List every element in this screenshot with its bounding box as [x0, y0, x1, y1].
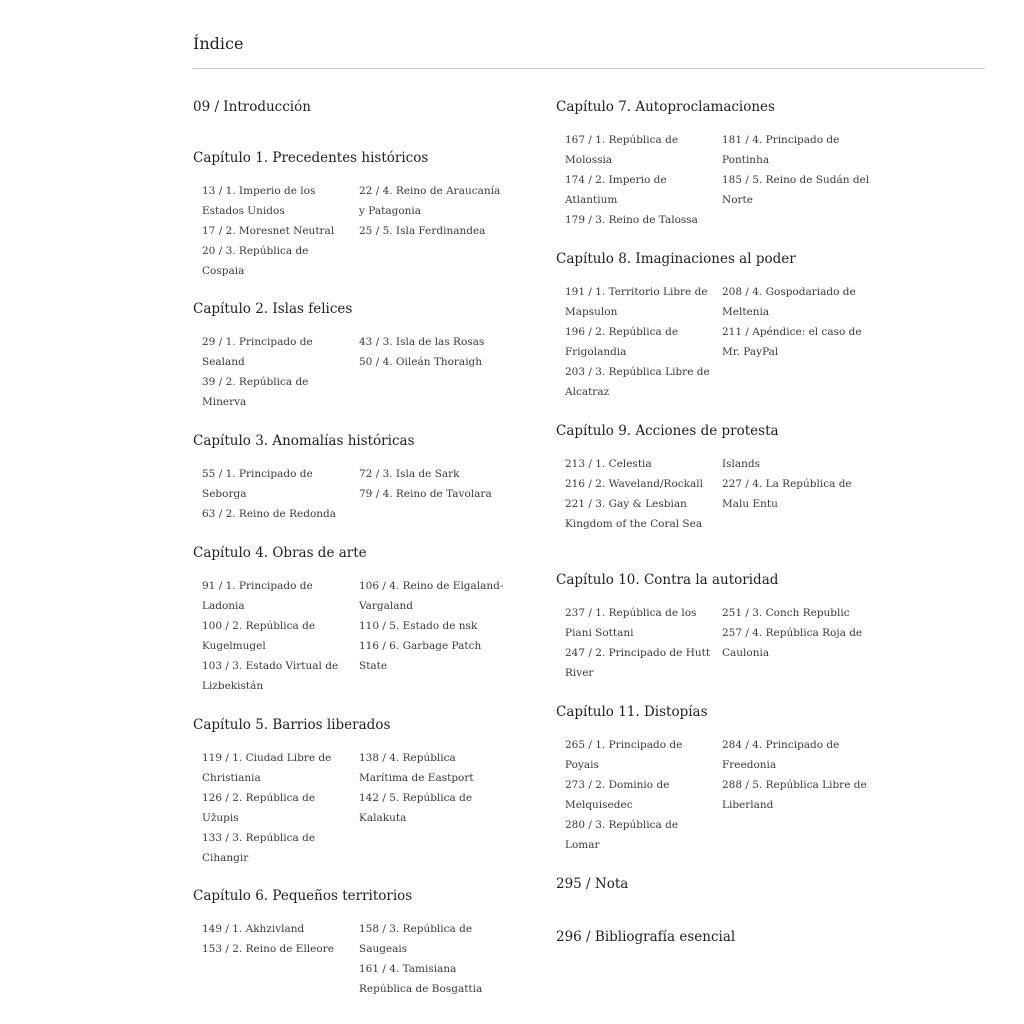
toc-entry[interactable]: 265 / 1. Principado de Poyais: [565, 739, 683, 771]
toc-entry[interactable]: 149 / 1. Akhzivland: [202, 923, 305, 935]
toc-entry[interactable]: 181 / 4. Principado de Pontinha: [722, 134, 840, 166]
section-entries: [565, 130, 886, 230]
toc-entry[interactable]: 273 / 2. Dominio de Melquisedec: [565, 779, 670, 811]
section-heading[interactable]: Capítulo 6. Pequeños territorios: [193, 888, 413, 904]
section-entries: [202, 181, 523, 281]
section-heading[interactable]: Capítulo 7. Autoproclamaciones: [556, 99, 775, 115]
entries-column: [565, 735, 722, 855]
toc-entry[interactable]: 216 / 2. Waveland/Rockall: [565, 478, 703, 490]
toc-entry[interactable]: 280 / 3. República de Lomar: [565, 819, 679, 851]
section-entries: [202, 919, 523, 999]
toc-entry[interactable]: 211 / Apéndice: el caso de Mr. PayPal: [722, 326, 862, 358]
toc-section: [193, 544, 523, 696]
entries-column: [565, 603, 722, 683]
page-title: Índice: [193, 34, 244, 53]
section-heading[interactable]: Capítulo 1. Precedentes históricos: [193, 150, 429, 166]
toc-entry[interactable]: 25 / 5. Isla Ferdinandea: [359, 225, 486, 237]
section-heading[interactable]: 296 / Bibliografía esencial: [556, 929, 736, 945]
toc-entry[interactable]: 116 / 6. Garbage Patch State: [359, 640, 482, 672]
toc-entry[interactable]: 126 / 2. República de Užupis: [202, 792, 316, 824]
toc-entry[interactable]: 284 / 4. Principado de Freedonia: [722, 739, 840, 771]
entries-column: [565, 282, 722, 402]
header-divider: [193, 68, 985, 69]
toc-entry[interactable]: 158 / 3. República de Saugeais: [359, 923, 473, 955]
toc-section: [193, 98, 523, 116]
toc-section: [193, 432, 523, 524]
toc-entry[interactable]: Islands: [722, 458, 761, 470]
section-entries: [565, 454, 886, 534]
section-heading[interactable]: Capítulo 5. Barrios liberados: [193, 717, 391, 733]
toc-section: [193, 300, 523, 412]
toc-entry[interactable]: 247 / 2. Principado de Hutt River: [565, 647, 711, 679]
toc-entry[interactable]: 91 / 1. Principado de Ladonia: [202, 580, 313, 612]
toc-entry[interactable]: 288 / 5. República Libre de Liberland: [722, 779, 867, 811]
toc-entry[interactable]: 227 / 4. La República de Malu Entu: [722, 478, 852, 510]
toc-entry[interactable]: 79 / 4. Reino de Tavolara: [359, 488, 492, 500]
toc-entry[interactable]: 55 / 1. Principado de Seborga: [202, 468, 313, 500]
entries-column: [722, 130, 879, 230]
entries-column: [565, 130, 722, 230]
toc-entry[interactable]: 100 / 2. República de Kugelmugel: [202, 620, 316, 652]
toc-entry[interactable]: 191 / 1. Territorio Libre de Mapsulon: [565, 286, 708, 318]
section-heading[interactable]: Capítulo 8. Imaginaciones al poder: [556, 251, 796, 267]
toc-entry[interactable]: 72 / 3. Isla de Sark: [359, 468, 460, 480]
toc-entry[interactable]: 50 / 4. Oileán Thoraigh: [359, 356, 483, 368]
section-entries: [565, 603, 886, 683]
toc-entry[interactable]: 142 / 5. República de Kalakuta: [359, 792, 473, 824]
entries-column: [202, 576, 359, 696]
toc-section: [193, 887, 523, 999]
toc-entry[interactable]: 106 / 4. Reino de Elgaland- Vargaland: [359, 580, 504, 612]
toc-entry[interactable]: 22 / 4. Reino de Araucanía y Patagonia: [359, 185, 501, 217]
section-entries: [202, 332, 523, 412]
entries-column: [722, 282, 879, 402]
section-entries: [202, 748, 523, 868]
toc-entry[interactable]: 208 / 4. Gospodariado de Meltenia: [722, 286, 856, 318]
section-entries: [565, 282, 886, 402]
toc-section: [556, 571, 886, 683]
toc-entry[interactable]: 43 / 3. Isla de las Rosas: [359, 336, 485, 348]
section-heading[interactable]: 09 / Introducción: [193, 99, 311, 115]
toc-entry[interactable]: 138 / 4. República Marítima de Eastport: [359, 752, 474, 784]
toc-section: [556, 422, 886, 534]
entries-column: [359, 919, 516, 999]
toc-entry[interactable]: 133 / 3. República de Cihangir: [202, 832, 316, 864]
toc-section: [193, 149, 523, 281]
entries-column: [359, 748, 516, 868]
entries-column: [722, 735, 879, 855]
toc-entry[interactable]: 161 / 4. Tamisiana República de Bosgattia: [359, 963, 483, 995]
section-entries: [202, 576, 523, 696]
toc-entry[interactable]: 213 / 1. Celestia: [565, 458, 652, 470]
toc-entry[interactable]: 174 / 2. Imperio de Atlantium: [565, 174, 667, 206]
toc-entry[interactable]: 103 / 3. Estado Virtual de Lizbekistán: [202, 660, 339, 692]
section-heading[interactable]: Capítulo 10. Contra la autoridad: [556, 572, 779, 588]
entries-column: [359, 181, 516, 281]
entries-column: [722, 603, 879, 683]
entries-column: [722, 454, 879, 534]
section-heading[interactable]: Capítulo 9. Acciones de protesta: [556, 423, 779, 439]
toc-section: [556, 875, 886, 893]
toc-section: [556, 250, 886, 402]
entries-column: [359, 464, 516, 524]
section-heading[interactable]: Capítulo 4. Obras de arte: [193, 545, 367, 561]
toc-section: [556, 703, 886, 855]
section-heading[interactable]: Capítulo 3. Anomalías históricas: [193, 433, 415, 449]
section-entries: [565, 735, 886, 855]
section-heading[interactable]: Capítulo 11. Distopías: [556, 704, 708, 720]
entries-column: [202, 748, 359, 868]
toc-entry[interactable]: 17 / 2. Moresnet Neutral: [202, 225, 335, 237]
toc-entry[interactable]: 257 / 4. República Roja de Caulonia: [722, 627, 863, 659]
toc-entry[interactable]: 179 / 3. Reino de Talossa: [565, 214, 698, 226]
section-entries: [202, 464, 523, 524]
toc-entry[interactable]: 185 / 5. Reino de Sudán del Norte: [722, 174, 870, 206]
toc-entry[interactable]: 29 / 1. Principado de Sealand: [202, 336, 313, 368]
toc-entry[interactable]: 167 / 1. República de Molossia: [565, 134, 679, 166]
entries-column: [202, 464, 359, 524]
toc-entry[interactable]: 110 / 5. Estado de nsk: [359, 620, 478, 632]
entries-column: [565, 454, 722, 534]
toc-entry[interactable]: 237 / 1. República de los Piani Sottani: [565, 607, 697, 639]
toc-entry[interactable]: 153 / 2. Reino de Elleore: [202, 943, 334, 955]
section-heading[interactable]: Capítulo 2. Islas felices: [193, 301, 353, 317]
toc-entry[interactable]: 13 / 1. Imperio de los Estados Unidos: [202, 185, 316, 217]
entries-column: [359, 576, 516, 696]
toc-section: [193, 716, 523, 868]
toc-entry[interactable]: 20 / 3. República de Cospaia: [202, 245, 309, 277]
toc-section: [556, 98, 886, 230]
entries-column: [202, 181, 359, 281]
toc-entry[interactable]: 221 / 3. Gay & Lesbian Kingdom of the Coral Sea: [565, 498, 703, 530]
toc-entry[interactable]: 39 / 2. República de Minerva: [202, 376, 309, 408]
toc-section: [556, 928, 886, 946]
toc-entry[interactable]: 251 / 3. Conch Republic: [722, 607, 850, 619]
toc-entry[interactable]: 119 / 1. Ciudad Libre de Christiania: [202, 752, 332, 784]
toc-entry[interactable]: 63 / 2. Reino de Redonda: [202, 508, 337, 520]
entries-column: [359, 332, 516, 412]
section-heading[interactable]: 295 / Nota: [556, 876, 629, 892]
toc-entry[interactable]: 203 / 3. República Libre de Alcatraz: [565, 366, 710, 398]
entries-column: [202, 332, 359, 412]
entries-column: [202, 919, 359, 999]
toc-entry[interactable]: 196 / 2. República de Frigolandia: [565, 326, 679, 358]
